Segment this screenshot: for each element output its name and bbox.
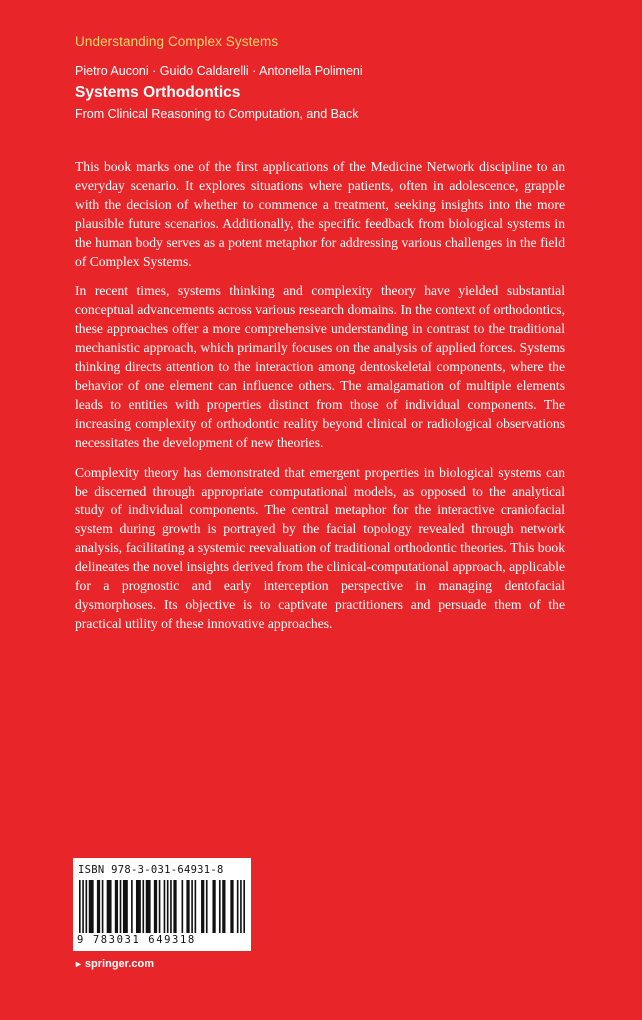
barcode-bar <box>136 880 141 933</box>
barcode-bar <box>195 880 197 933</box>
authors: Pietro Auconi · Guido Caldarelli · Antonella Polimeni <box>75 64 363 78</box>
blurb-paragraph: This book marks one of the first applications of the Medicine Network discipline to an everyday scenario. It explores situations where patients, often in adolescence, grapple with the decision of whether to commence a treatment, seeking insights into the more plausible future scenarios. Additionally, the specific feedback from biological systems in the human body serves as a potent metaphor for addressing various challenges in the field of Complex Systems. <box>75 159 565 269</box>
isbn-label: ISBN 978-3-031-64931-8 <box>78 864 224 876</box>
ean-digits: 9 783031 649318 <box>77 934 196 946</box>
barcode-bar <box>167 880 169 933</box>
blurb-paragraph: In recent times, systems thinking and complexity theory have yielded substantial conceptual advancements across various research domains. In the context of orthodontics, these approaches offer a more comprehensive understanding in contrast to the traditional mechanistic approach, which primarily focuses on the analysis of applied forces. Systems thinking directs attention to the interaction among dentoskeletal components, where the behavior of one element can influence others. The amalgamation of multiple elements leads to entities with properties distinct from those of individual components. The increasing complexity of orthodontic reality beyond clinical or radiological observations necessitates the development of new theories. <box>75 283 565 450</box>
barcode-bar <box>82 880 84 933</box>
barcode-bar <box>131 880 133 933</box>
book-subtitle: From Clinical Reasoning to Computation, and Back <box>75 107 359 121</box>
barcode-bar <box>173 880 176 933</box>
barcode-bar <box>219 880 221 933</box>
barcode-bar <box>237 880 239 933</box>
barcode-bar <box>120 880 122 933</box>
barcode-bar <box>182 880 184 933</box>
barcode-bar <box>97 880 100 933</box>
barcode-bar <box>206 880 208 933</box>
barcode-bar <box>154 880 157 933</box>
barcode-bar <box>201 880 204 933</box>
barcode-bar <box>86 880 88 933</box>
publisher-url: springer.com <box>84 958 154 970</box>
barcode-bar <box>123 880 128 933</box>
book-title: Systems Orthodontics <box>75 84 241 101</box>
barcode-bar <box>240 880 242 933</box>
barcode-box <box>73 858 251 951</box>
barcode-bar <box>170 880 172 933</box>
barcode-bar <box>102 880 104 933</box>
barcode-bar <box>89 880 94 933</box>
barcode-bar <box>115 880 118 933</box>
arrow-icon: ► <box>74 959 83 969</box>
barcode-bar <box>146 880 151 933</box>
blurb <box>75 158 565 645</box>
barcode-bar <box>79 880 81 933</box>
barcode-bar <box>159 880 161 933</box>
barcode-bar <box>164 880 166 933</box>
barcode-bar <box>142 880 144 933</box>
barcode-bar <box>243 880 245 933</box>
barcode-bar <box>212 880 215 933</box>
barcode-bar <box>186 880 189 933</box>
blurb-paragraph: Complexity theory has demonstrated that emergent properties in biological systems can be discerned through appropriate computational models, as opposed to the analytical study of individual components. The central metaphor for the interactive craniofacial system during growth is portrayed by the facial topology revealed through network analysis, facilitating a systemic reevaluation of traditional orthodontic theories. This book delineates the novel insights derived from the clinical-computational approach, applicable for a prognostic and early interception perspective in managing dentofacial dysmorphoses. Its objective is to captivate practitioners and persuade them of the practical utility of these innovative approaches. <box>75 464 565 631</box>
barcode-bar <box>191 880 193 933</box>
barcode-bar <box>230 880 233 933</box>
barcode-bar <box>222 880 225 933</box>
series-name: Understanding Complex Systems <box>75 34 279 49</box>
barcode-bars <box>79 880 245 933</box>
barcode-bar <box>107 880 112 933</box>
publisher-link[interactable] <box>74 958 154 970</box>
